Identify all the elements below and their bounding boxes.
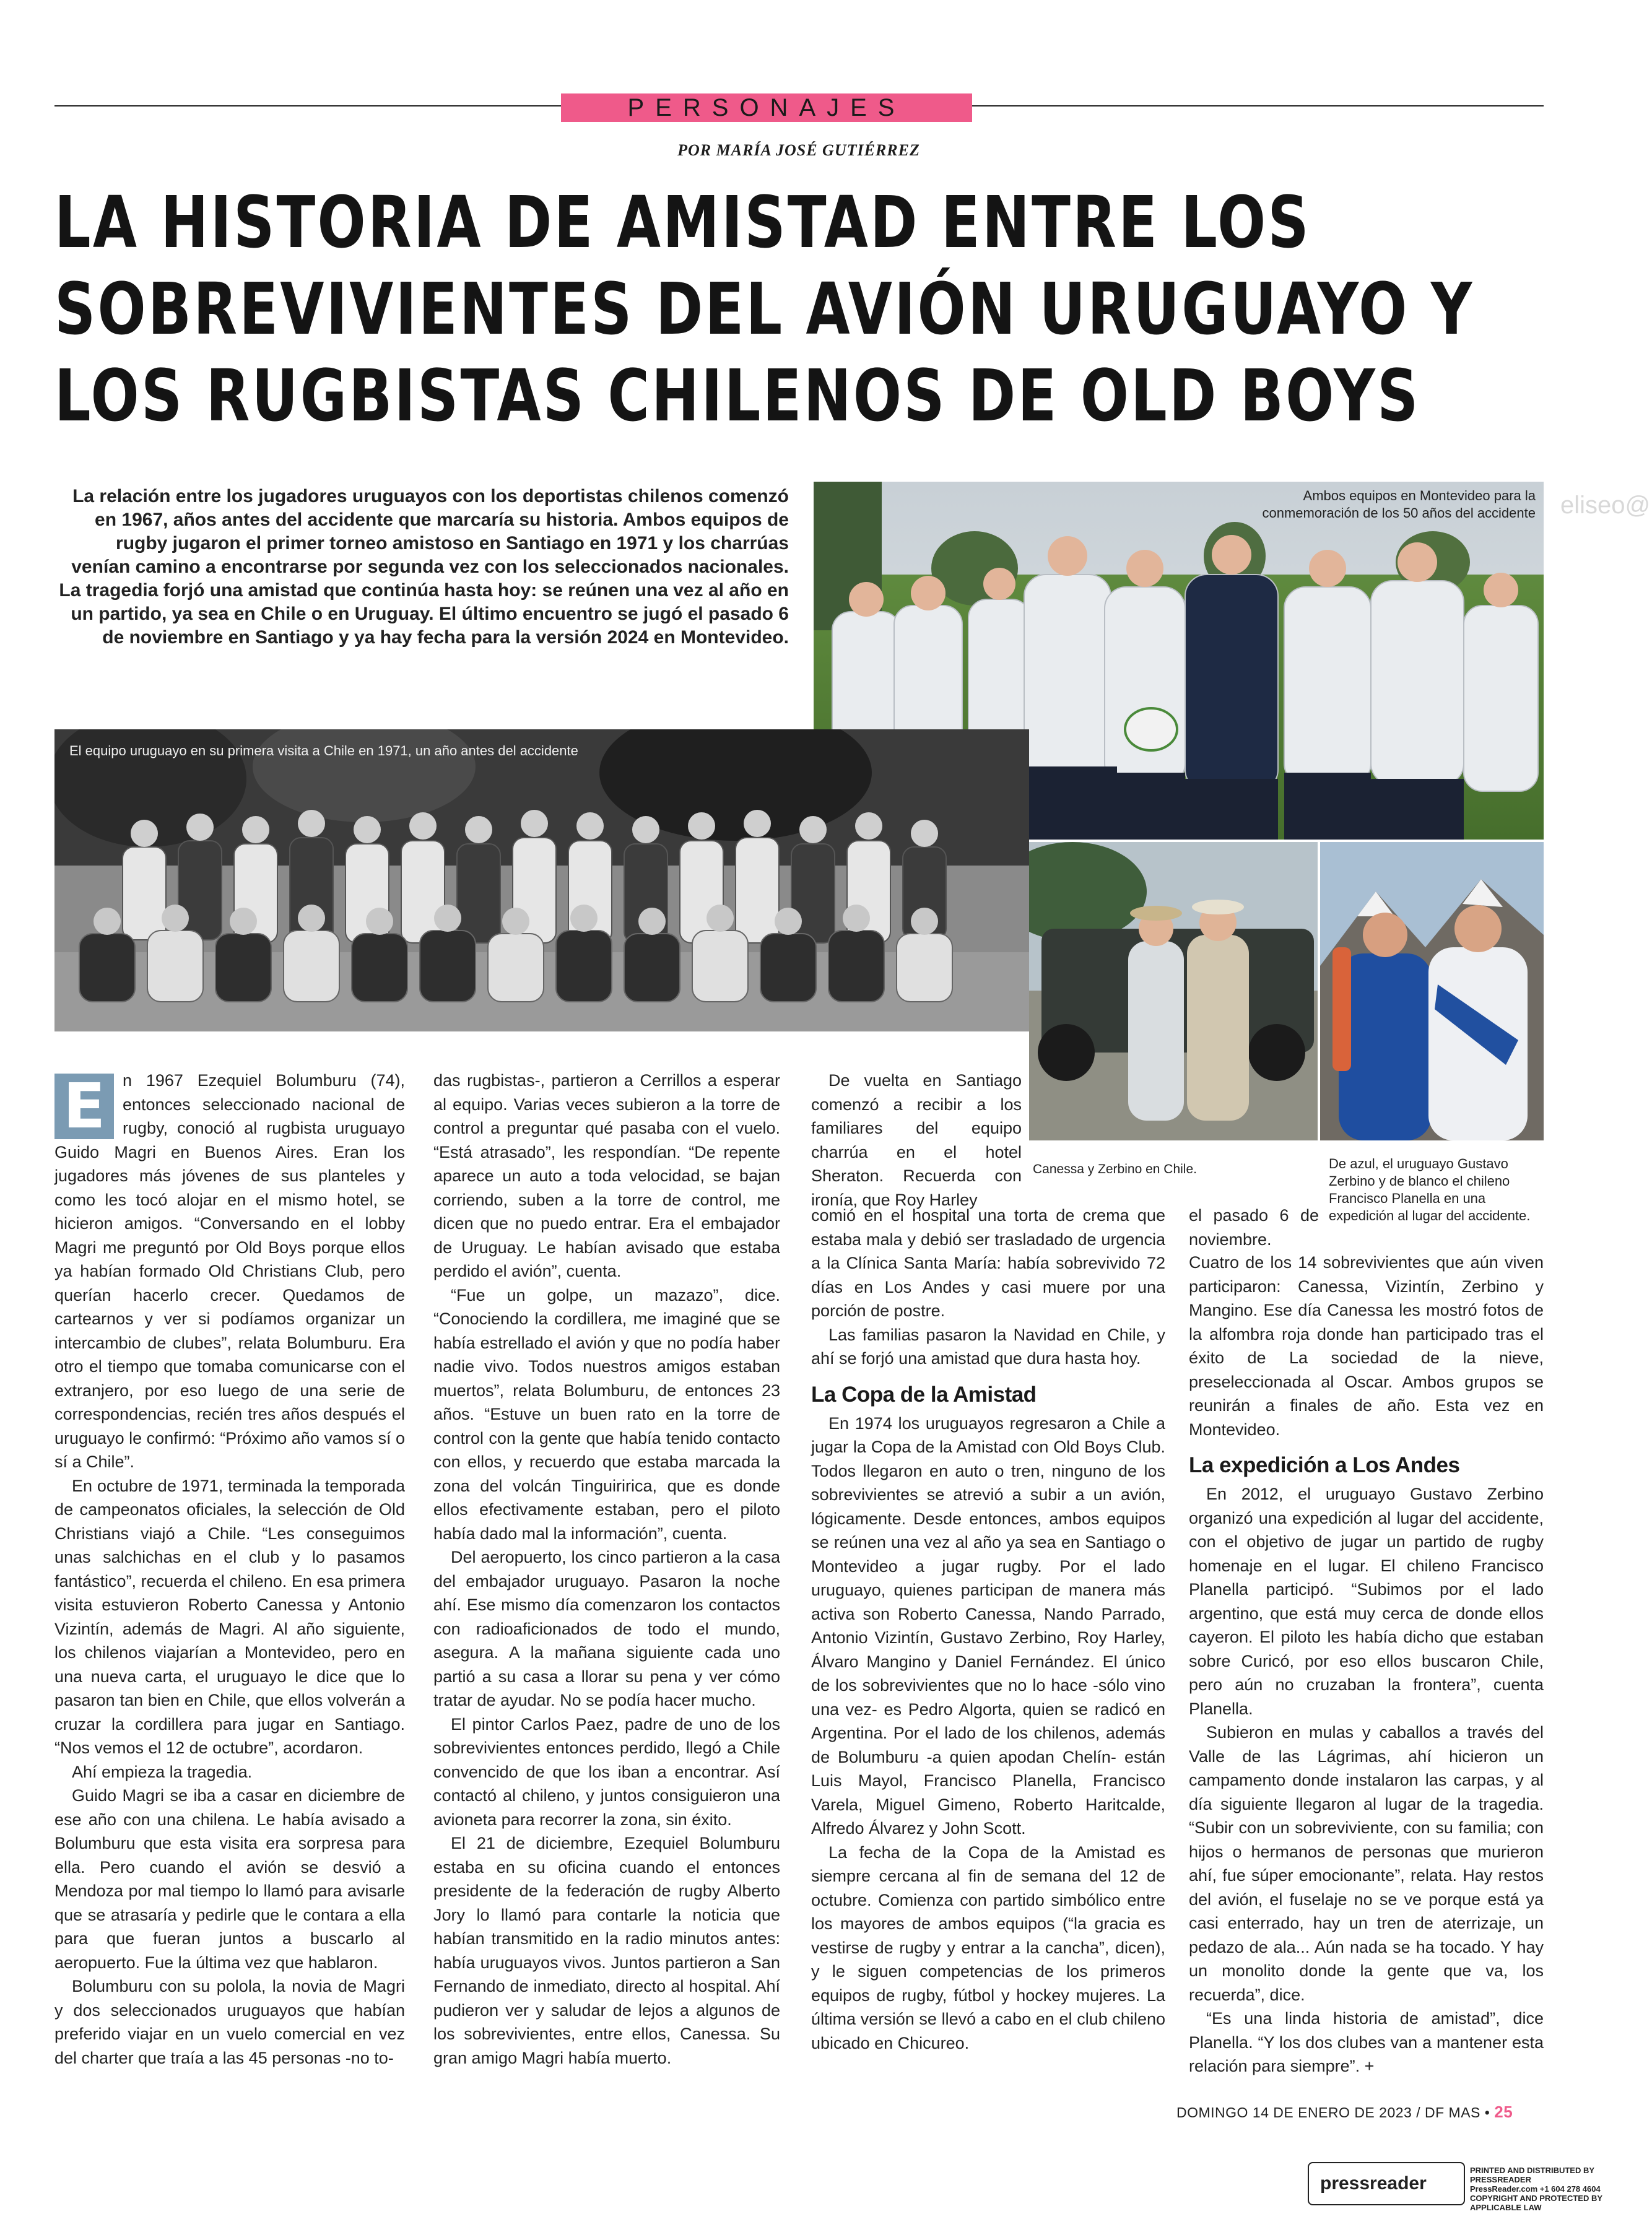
col3-top-paragraph: De vuelta en Santiago comenzó a recibir a los familiares del equipo charrúa en el hotel Sheraton. Recuerda con ironía, que Roy Harley [811,1071,1022,1209]
col3-paragraph-3: En 1974 los uruguayos regresaron a Chile a jugar la Copa de la Amistad con Old Boys Club. Todos llegaron en auto o tren, ninguno de los sobrevivientes se atrevió a subir a un avión, lógicamente. Desde entonces, ambos equipos se reúnen una vez al año ya sea en Santiago o Montevideo a jugar rugby. Por el lado uruguayo, quienes participan de manera más activa son Roberto Canessa, Nando Parrado, Antonio Vizintín, Gustavo Zerbino, Roy Harley, Álvaro Mangino y Daniel Fernández. El único de los sobrevivientes que no lo hace -sólo vino una vez- es Pedro Algorta, quien se radicó en Argentina. Por el lado de los chilenos, además de Bolumburu -a quien apodan Chelín- están Luis Mayol, Francisco Planella, Francisco Varela, Miguel Gimeno, Roberto Haritcalde, Alfredo Álvarez y John Scott. [811,1413,1165,1838]
uruguay-team-1971-photo [54,729,1029,1031]
col4-paragraph-2: En 2012, el uruguayo Gustavo Zerbino organizó una expedición al lugar del accidente, con el objetivo de jugar un partido de rugby homenaje en el lugar. El chileno Francisco Planella participó. “Subimos por el lado argentino, que está muy cerca de donde ellos cayeron. El piloto les había dicho que estaban sobre Curicó, por eso ellos buscaron Chile, pero aún no cruzaban la frontera”, cuenta Planella. [1189,1485,1544,1718]
watermark: eliseo@ [1560,492,1651,519]
col4-paragraph-3: Subieron en mulas y caballos a través del Valle de las Lágrimas, ahí hicieron un campamento donde instalaron las carpas, y al día siguiente llegaron al lugar de la tragedia. “Subir con un sobreviviente, con su familia; con hijos o hermanos de personas que murieron ahí, fue súper emocionante”, relata. Hay restos del avión, el fuselaje no se ve porque está ya casi enterrado, hay un tren de aterrizaje, un pedazo de ala... Aún nada se ha tocado. Y hay un monolito donde la gente que va, los recuerda”, dice. [1189,1723,1544,2004]
page-footer [1176,2103,1513,2122]
col2-paragraph-5: El 21 de diciembre, Ezequiel Bolumburu estaba en su oficina cuando el entonces presidente de la federación de rugby Alberto Jory lo llamó para contarle la noticia que habían transmitido en la radio minutos antes: había uruguayos vivos. Juntos partieron a San Fernando de inmediato, directo al hospital. Ahí pudieron ver y saludar de lejos a algunos de los sobrevivientes, entre ellos, Canessa. Su gran amigo Magri había muerto. [433,1834,780,2067]
column-3 [811,1204,1165,2055]
pressreader-logo-box [1308,2162,1465,2205]
bw-photo-caption: El equipo uruguayo en su primera visita a Chile en 1971, un año antes del accidente [69,743,578,758]
col4-top-paragraph: el pasado 6 de noviembre. [1189,1206,1319,1249]
footer-date: DOMINGO 14 DE ENERO DE 2023 / DF MAS • [1176,2104,1490,2121]
col2-paragraph-1: das rugbistas-, partieron a Cerrillos a esperar al equipo. Varias veces subieron a la torre de control a preguntar qué pasaba con el vuelo. “Está atrasado”, les respondían. “De repente aparece un auto a toda velocidad, se bajan corriendo, suben a la torre de control, me dicen que no puedo entrar. Era el embajador de Uruguay. Le habían avisado que estaba perdido el avión”, cuenta. [433,1071,780,1280]
col1-paragraph-2: En octubre de 1971, terminada la temporada de campeonatos oficiales, la selección de Old Christians viajó a Chile. “Les conseguimos unas salchichas en el club y lo pasamos fantástico”, recuerda el chileno. En esa primera visita estuvieron Roberto Canessa y Antonio Vizintín, además de Magri. Al año siguiente, los chilenos viajarían a Montevideo, pero en una nueva carta, el uruguayo le dice que lo pasaron tan bien en Chile, que ellos volverán a cruzar la cordillera para jugar en Santiago. “Nos vemos el 12 de octubre”, acordaron. [54,1476,405,1757]
col3-paragraph-4: La fecha de la Copa de la Amistad es siempre cercana al fin de semana del 12 de octubre. Comienza con partido simbólico entre los mayores de ambos equipos (“la gracia es vestirse de rugby y entrar a la cancha”, dicen), y le siguen competencias de los primeros equipos de rugby, fútbol y hockey mujeres. La última versión se llevó a cabo en el club chileno ubicado en Chicureo. [811,1843,1165,2052]
canessa-caption: Canessa y Zerbino en Chile. [1033,1162,1197,1176]
col3-paragraph-2: Las familias pasaron la Navidad en Chile, y ahí se forjó una amistad que dura hasta hoy. [811,1325,1165,1368]
col2-paragraph-3: Del aeropuerto, los cinco partieron a la casa del embajador uruguayo. Pasaron la noche ahí. Ese mismo día comenzaron los contactos con radioaficionados de todo el mundo, asegura. A la mañana siguiente cada uno partió a su casa a llorar su pena y ver cómo tratar de ayudar. No se podía hacer mucho. [433,1548,780,1709]
pressreader-logo: pressreader [1320,2173,1427,2194]
col1-paragraph-3: Ahí empieza la tragedia. [72,1762,253,1781]
pressreader-fine-print [1470,2166,1650,2212]
headline-line-3: LOS RUGBISTAS CHILENOS DE OLD BOYS [54,355,1420,438]
col4-paragraph-4: “Es una linda historia de amistad”, dice Planella. “Y los dos clubes van a mantener esta relación para siempre”. + [1189,2009,1544,2075]
column-4-top [1189,1204,1319,1251]
copa-amistad-heading: La Copa de la Amistad [811,1382,1037,1407]
pressreader-line-1: PRINTED AND DISTRIBUTED BY PRESSREADER [1470,2166,1594,2184]
col2-paragraph-4: El pintor Carlos Paez, padre de uno de los sobrevivientes entonces perdido, llegó a Chile convencido de que los iban a encontrar. Así contactó al chileno, y juntos consiguieron una avioneta para recorrer la zona, sin éxito. [433,1714,780,1829]
canessa-zerbino-photo [1029,842,1318,1140]
col2-paragraph-2: “Fue un golpe, un mazazo”, dice. “Conociendo la cordillera, me imaginé que se había estrellado el avión y que no podía haber nadie vivo. Todos nuestros amigos estaban muertos”, relata Bolumburu, de entonces 23 años. “Estuve un buen rato en la torre de control con la gente que había tenido contacto con ellos, y recuerdo que estaba marcada la zona del volcán Tinguiririca, que es donde ellos efectivamente estaban, pero el piloto había dado mal la información”, cuenta. [433,1285,780,1543]
headline-line-2: SOBREVIVIENTES DEL AVIÓN URUGUAYO Y [54,268,1474,351]
headline-line-1: LA HISTORIA DE AMISTAD ENTRE LOS [54,181,1311,264]
page-number: 25 [1494,2103,1513,2121]
col1-paragraph-1: n 1967 Ezequiel Bolumburu (74), entonces seleccionado nacional de rugby, conoció al rugbista uruguayo Guido Magri en Buenos Aires. Eran los jugadores más jóvenes de sus planteles y como les tocó alojar en el mismo hotel, se hicieron amigos. “Conversando en el lobby Magri me preguntó por Old Boys porque ellos ya habían formado Old Christians Club, pero querían hacerlo crecer. Quedamos de cartearnos y ver si podíamos organizar un intercambio de clubes”, relata Bolumburu. Era otro el tiempo que tomaba comunicarse con el extranjero, por eso luego de una serie de correspondencias, recién tres años después el uruguayo le confirmó: “Próximo año vamos sí o sí a Chile”. [54,1071,405,1471]
byline: POR MARÍA JOSÉ GUTIÉRREZ [677,141,920,159]
column-3-top [811,1069,1022,1212]
column-4 [1189,1251,1544,2078]
expedicion-andes-heading: La expedición a Los Andes [1189,1453,1460,1477]
team-photo-caption: Ambos equipos en Montevideo para la conmemoración de los 50 años del accidente [1262,488,1536,521]
andes-caption: De azul, el uruguayo Gustavo Zerbino y de blanco el chileno Francisco Planella en una expedición al lugar del accidente. [1329,1156,1531,1223]
andes-expedition-photo [1320,842,1544,1140]
col1-paragraph-4: Guido Magri se iba a casar en diciembre de ese año con una chilena. Le había avisado a Bolumburu que esta visita era sorpresa para ella. Pero cuando el avión se desvió a Mendoza por mal tiempo lo llamó para avisarle que se atrasaría y pedirle que le contara a ella para que fueran juntos a buscarlo al aeropuerto. Fue la última vez que hablaron. [54,1786,405,1972]
col1-paragraph-5: Bolumburu con su polola, la novia de Magri y dos seleccionados uruguayos que habían preferido viajar en un vuelo comercial en vez del charter que traía a las 45 personas -no to- [54,1977,405,2067]
column-1 [54,1069,405,2070]
pressreader-line-3: COPYRIGHT AND PROTECTED BY APPLICABLE LAW [1470,2194,1602,2212]
pressreader-badge [1308,2162,1650,2212]
lead-paragraph: La relación entre los jugadores uruguayos con los deportistas chilenos comenzó en 1967, años antes del accidente que marcaría su historia. Ambos equipos de rugby jugaron el primer torneo amistoso en Santiago en 1971 y los charrúas venían camino a encontrarse por segunda vez con los seleccionados nacionales. La tragedia forjó una amistad que continúa hasta hoy: se reúnen una vez al año en un partido, ya sea en Chile o en Uruguay. El último encuentro se jugó el pasado 6 de noviembre en Santiago y ya hay fecha para la versión 2024 en Montevideo. [59,486,789,648]
drop-cap: E [54,1074,114,1139]
pressreader-line-2: PressReader.com +1 604 278 4604 [1470,2184,1601,2194]
col4-paragraph-1: Cuatro de los 14 sobrevivientes que aún viven participaron: Canessa, Vizintín, Zerbino y Mangino. Ese día Canessa les mostró fotos de la alfombra roja donde han participado tras el éxito de La sociedad de la nieve, preseleccionada al Oscar. Ambos grupos se reunirán a finales de año. Esta vez en Montevideo. [1189,1253,1544,1439]
headline [54,180,1474,440]
column-2 [433,1069,780,2070]
col3-paragraph-1: comió en el hospital una torta de crema que estaba mala y debió ser trasladado de urgencia a la Clínica Santa María: había sobrevivido 72 días en Los Andes y casi muere por una porción de postre. [811,1206,1165,1320]
section-tag: PERSONAJES [561,93,972,122]
